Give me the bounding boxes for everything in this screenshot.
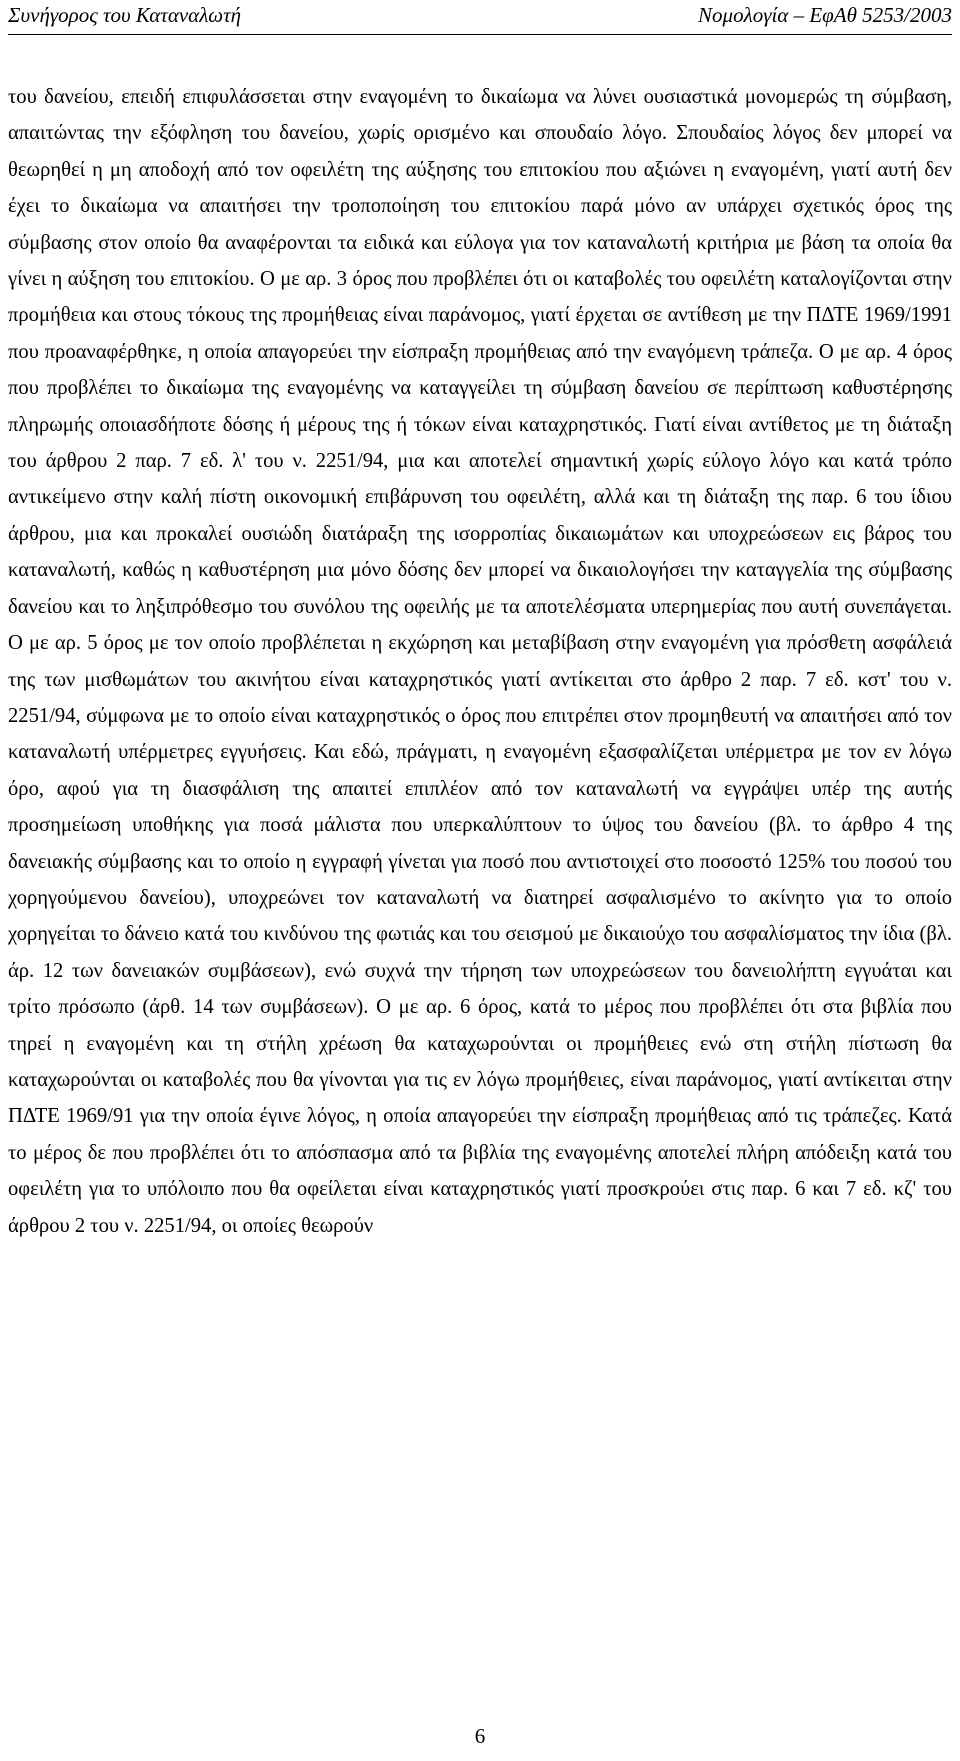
running-header: [8, 0, 952, 35]
header-case-reference: Νομολογία – ΕφΑθ 5253/2003: [698, 3, 952, 27]
header-publisher: Συνήγορος του Καταναλωτή: [8, 3, 242, 27]
page-number: 6: [474, 1724, 486, 1748]
body-paragraph: του δανείου, επειδή επιφυλάσσεται στην εναγομένη το δικαίωμα να λύνει ουσιαστικά μονομερώς τη σύμβαση, απαιτώντας την εξόφληση του δανείου, χωρίς ορισμένο και σπουδαίο λόγο. Σπουδαίος λόγος δεν μπορεί να θεωρηθεί η μη αποδοχή από τον οφειλέτη της αύξησης του επιτοκίου που αξιώνει η εναγομένη, γιατί αυτή δεν έχει το δικαίωμα να απαιτήσει την τροποποίηση του επιτοκίου παρά μόνο αν υπάρχει σχετικός όρος της σύμβασης στον οποίο θα αναφέρονται τα ειδικά και εύλογα για τον καταναλωτή κριτήρια με βάση τα οποία θα γίνει η αύξηση του επιτοκίου. Ο με αρ. 3 όρος που προβλέπει ότι οι καταβολές του οφειλέτη καταλογίζονται στην προμήθεια και στους τόκους της προμήθειας είναι παράνομος, γιατί έρχεται σε αντίθεση με την ΠΔΤΕ 1969/1991 που προαναφέρθηκε, η οποία απαγορεύει την είσπραξη προμήθειας από την εναγόμενη τράπεζα. Ο με αρ. 4 όρος που προβλέπει το δικαίωμα της εναγομένης να καταγγείλει τη σύμβαση δανείου σε περίπτωση καθυστέρησης πληρωμής οποιασδήποτε δόσης ή μέρους της ή τόκων είναι καταχρηστικός. Γιατί είναι αντίθετος με τη διάταξη του άρθρου 2 παρ. 7 εδ. λ' του ν. 2251/94, μια και αποτελεί σημαντική χωρίς εύλογο λόγο και κατά τρόπο αντικείμενο στην καλή πίστη οικονομική επιβάρυνση του οφειλέτη, αλλά και τη διάταξη της παρ. 6 του ίδιου άρθρου, μια και προκαλεί ουσιώδη διατάραξη της ισορροπίας δικαιωμάτων και υποχρεώσεων εις βάρος του καταναλωτή, καθώς η καθυστέρηση μια μόνο δόσης δεν μπορεί να δικαιολογήσει την καταγγελία της σύμβασης δανείου και το ληξιπρόθεσμο του συνόλου της οφειλής με τα αποτελέσματα υπερημερίας που αυτή συνεπάγεται. Ο με αρ. 5 όρος με τον οποίο προβλέπεται η εκχώρηση και μεταβίβαση στην εναγομένη για πρόσθετη ασφάλειά της των μισθωμάτων του ακινήτου είναι καταχρηστικός γιατί αντίκειται στο άρθρο 2 παρ. 7 εδ. κστ' του ν. 2251/94, σύμφωνα με το οποίο είναι καταχρηστικός ο όρος που επιτρέπει στον προμηθευτή να απαιτήσει από τον καταναλωτή υπέρμετρες εγγυήσεις. Και εδώ, πράγματι, η εναγομένη εξασφαλίζεται υπέρμετρα με τον εν λόγω όρο, αφού για τη διασφάλιση της απαιτεί επιπλέον από τον καταναλωτή να εγγράψει υπέρ της αυτής προσημείωση υποθήκης για ποσά μάλιστα που υπερκαλύπτουν το ύψος του δανείου (βλ. το άρθρο 4 της δανειακής σύμβασης και το οποίο η εγγραφή γίνεται για ποσό που αντιστοιχεί στο ποσοστό 125% του ποσού του χορηγούμενου δανείου), υποχρεώνει τον καταναλωτή να διατηρεί ασφαλισμένο το ακίνητο για το οποίο χορηγείται το δάνειο κατά του κινδύνου της φωτιάς και του σεισμού με δικαιούχο του ασφαλίσματος την ίδια (βλ. άρ. 12 των δανειακών συμβάσεων), ενώ συχνά την τήρηση των υποχρεώσεων του δανειολήπτη εγγυάται και τρίτο πρόσωπο (άρθ. 14 των συμβάσεων). Ο με αρ. 6 όρος, κατά το μέρος που προβλέπει ότι στα βιβλία που τηρεί η εναγομένη και τη στήλη χρέωση θα καταχωρούνται οι προμήθειες ενώ στη στήλη πίστωση θα καταχωρούνται οι καταβολές που θα γίνονται για τις εν λόγω προμήθειες, είναι παράνομος, γιατί αντίκειται στην ΠΔΤΕ 1969/91 για την οποία έγινε λόγος, η οποία απαγορεύει την είσπραξη προμήθειας από τις τράπεζες. Κατά το μέρος δε που προβλέπει ότι το απόσπασμα από τα βιβλία της εναγομένης αποτελεί πλήρη απόδειξη κατά του οφειλέτη για το υπόλοιπο που θα οφείλεται είναι καταχρηστικός γιατί προσκρούει στις παρ. 6 και 7 εδ. κζ' του άρθρου 2 του ν. 2251/94, οι οποίες θεωρούν: [8, 86, 952, 1237]
